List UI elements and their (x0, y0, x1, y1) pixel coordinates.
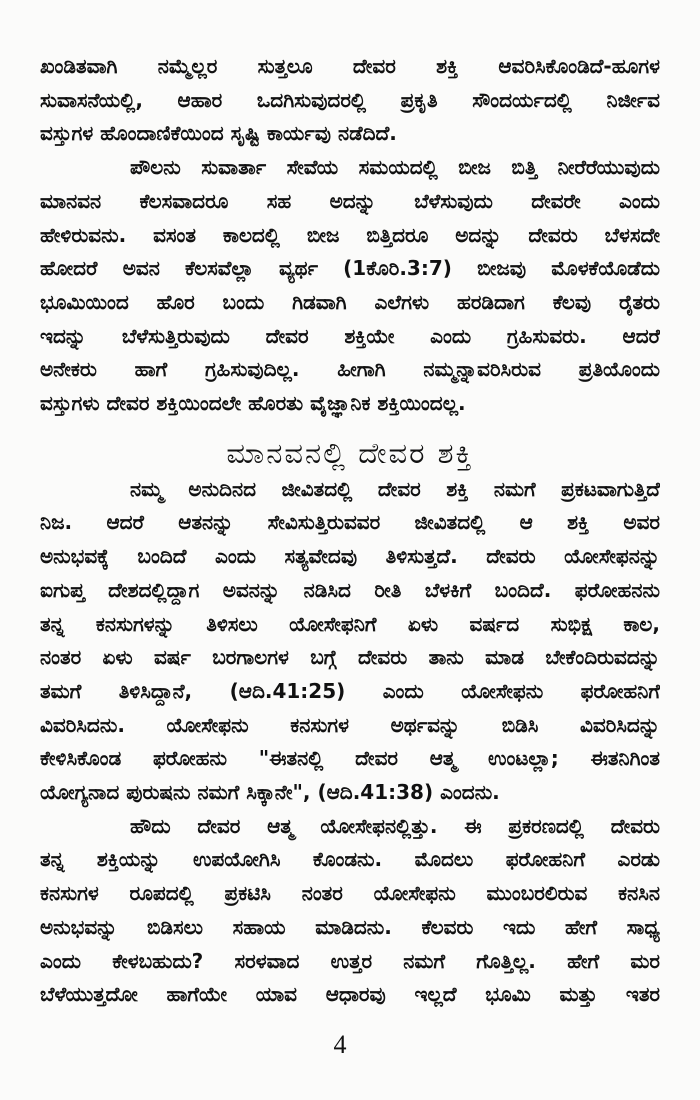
text-line: ಹೇಳಿರುವನು. ವಸಂತ ಕಾಲದಲ್ಲಿ ಬೀಜ ಬಿತ್ತಿದರೂ ಅದನ್ನು ದೇವರು ಬೆಳಸದೇ (40, 222, 660, 247)
text-line: ನಮ್ಮ ಅನುದಿನದ ಜೀವಿತದಲ್ಲಿ ದೇವರ ಶಕ್ತಿ ನಮಗೆ ಪ್ರಕಟವಾಗುತ್ತಿದೆ (130, 476, 660, 501)
text-line: ಮಾನವನ ಕೆಲಸವಾದರೂ ಸಹ ಅದನ್ನು ಬೆಳೆಸುವುದು ದೇವರೇ ಎಂದು (40, 188, 660, 213)
text-line: ತನ್ನ ಕನಸುಗಳನ್ನು ತಿಳಿಸಲು ಯೋಸೇಫನಿಗೆ ಏಳು ವರ್ಷದ ಸುಭಿಕ್ಷ ಕಾಲ, (40, 611, 660, 636)
text-line: ಅನೇಕರು ಹಾಗೆ ಗ್ರಹಿಸುವುದಿಲ್ಲ. ಹೀಗಾಗಿ ನಮ್ಮನ್ನಾವರಿಸಿರುವ ಪ್ರತಿಯೊಂದು (40, 357, 660, 382)
text-line: ತನ್ನ ಶಕ್ತಿಯನ್ನು ಉಪಯೋಗಿಸಿ ಕೊಂಡನು. ಮೊದಲು ಫರೋಹನಿಗೆ ಎರಡು (40, 847, 660, 872)
section-bottom (40, 473, 660, 1012)
text-line: ಹೋದರೆ ಅವನ ಕೆಲಸವೆಲ್ಲಾ ವ್ಯರ್ಥ (1ಕೊರಿ.3:7) ಬೀಜವು ಮೊಳಕೆಯೊಡೆದು (40, 256, 660, 281)
section-heading: ಮಾನವನಲ್ಲಿ ದೇವರ ಶಕ್ತಿ (226, 435, 474, 470)
text-line: ಅನುಭವನ್ನು ಬಿಡಿಸಲು ಸಹಾಯ ಮಾಡಿದನು. ಕೆಲವರು ಇದು ಹೇಗೆ ಸಾಧ್ಯ (40, 914, 660, 939)
paragraph (40, 473, 660, 810)
text-line: ಐಗುಪ್ತ ದೇಶದಲ್ಲಿದ್ದಾಗ ಅವನನ್ನು ನಡಿಸಿದ ರೀತಿ ಬೆಳಕಿಗೆ ಬಂದಿದೆ. ಫರೋಹನನು (40, 577, 660, 602)
page-body (40, 50, 660, 1012)
text-line: ನಂತರ ಏಳು ವರ್ಷ ಬರಗಾಲಗಳ ಬಗ್ಗೆ ದೇವರು ತಾನು ಮಾಡ ಬೇಕೆಂದಿರುವದನ್ನು (40, 645, 660, 670)
section-top (40, 50, 660, 421)
text-line: ತಮಗೆ ತಿಳಿಸಿದ್ದಾನೆ, (ಆದಿ.41:25) ಎಂದು ಯೋಸೇಫನು ಫರೋಹನಿಗೆ (40, 678, 660, 703)
text-line: ಕನಸುಗಳ ರೂಪದಲ್ಲಿ ಪ್ರಕಟಿಸಿ ನಂತರ ಯೋಸೇಫನು ಮುಂಬರಲಿರುವ ಕನಸಿನ (40, 881, 660, 906)
text-line: ಬೆಳೆಯುತ್ತದೋ ಹಾಗೆಯೇ ಯಾವ ಆಧಾರವು ಇಲ್ಲದೆ ಭೂಮಿ ಮತ್ತು ಇತರ (40, 982, 660, 1007)
paragraph (40, 810, 660, 1012)
text-line: ಇದನ್ನು ಬೆಳೆಸುತ್ತಿರುವುದು ದೇವರ ಶಕ್ತಿಯೇ ಎಂದು ಗ್ರಹಿಸುವರು. ಆದರೆ (40, 323, 660, 348)
text-line: ವಸ್ತುಗಳು ದೇವರ ಶಕ್ತಿಯಿಂದಲೇ ಹೊರತು ವೈಜ್ಞಾನಿಕ ಶಕ್ತಿಯಿಂದಲ್ಲ. (40, 391, 466, 416)
page-number: 4 (333, 1030, 347, 1059)
text-line: ವಸ್ತುಗಳ ಹೊಂದಾಣಿಕೆಯಿಂದ ಸೃಷ್ಟಿ ಕಾರ್ಯವು ನಡೆದಿದೆ. (40, 121, 397, 146)
text-line: ಯೋಗ್ಯನಾದ ಪುರುಷನು ನಮಗೆ ಸಿಕ್ಕಾನೇ", (ಆದಿ.41:38) ಎಂದನು. (40, 780, 500, 805)
text-line: ಅನುಭವಕ್ಕೆ ಬಂದಿದೆ ಎಂದು ಸತ್ಯವೇದವು ತಿಳಿಸುತ್ತದೆ. ದೇವರು ಯೋಸೇಫನನ್ನು (40, 544, 660, 569)
text-line: ಸುವಾಸನೆಯಲ್ಲಿ, ಆಹಾರ ಒದಗಿಸುವುದರಲ್ಲಿ ಪ್ರಕೃತಿ ಸೌಂದರ್ಯದಲ್ಲಿ ನಿರ್ಜೀವ (40, 87, 660, 112)
text-line: ಹೌದು ದೇವರ ಆತ್ಮ ಯೋಸೇಫನಲ್ಲಿತ್ತು. ಈ ಪ್ರಕರಣದಲ್ಲಿ ದೇವರು (130, 813, 660, 838)
text-line: ಎಂದು ಕೇಳಬಹುದು? ಸರಳವಾದ ಉತ್ತರ ನಮಗೆ ಗೊತ್ತಿಲ್ಲ. ಹೇಗೆ ಮರ (40, 948, 660, 973)
text-line: ವಿವರಿಸಿದನು. ಯೋಸೇಫನು ಕನಸುಗಳ ಅರ್ಥವನ್ನು ಬಿಡಿಸಿ ವಿವರಿಸಿದನ್ನು (40, 712, 660, 737)
text-line: ಪೌಲನು ಸುವಾರ್ತಾ ಸೇವೆಯ ಸಮಯದಲ್ಲಿ ಬೀಜ ಬಿತ್ತಿ ನೀರೆರೆಯುವುದು (130, 155, 660, 180)
text-line: ಖಂಡಿತವಾಗಿ ನಮ್ಮೆಲ್ಲರ ಸುತ್ತಲೂ ದೇವರ ಶಕ್ತಿ ಆವರಿಸಿಕೊಂಡಿದೆ-ಹೂಗಳ (40, 54, 660, 78)
paragraph (40, 151, 660, 421)
paragraph (40, 50, 660, 151)
text-line: ನಿಜ. ಆದರೆ ಆತನನ್ನು ಸೇವಿಸುತ್ತಿರುವವರ ಜೀವಿತದಲ್ಲಿ ಆ ಶಕ್ತಿ ಅವರ (40, 510, 660, 535)
text-line: ಭೂಮಿಯಿಂದ ಹೊರ ಬಂದು ಗಿಡವಾಗಿ ಎಲೆಗಳು ಹರಡಿದಾಗ ಕೆಲವು ರೈತರು (40, 289, 660, 314)
text-line: ಕೇಳಿಸಿಕೊಂಡ ಫರೋಹನು "ಈತನಲ್ಲಿ ದೇವರ ಆತ್ಮ ಉಂಟಲ್ಲಾ; ಈತನಿಗಿಂತ (40, 746, 660, 771)
